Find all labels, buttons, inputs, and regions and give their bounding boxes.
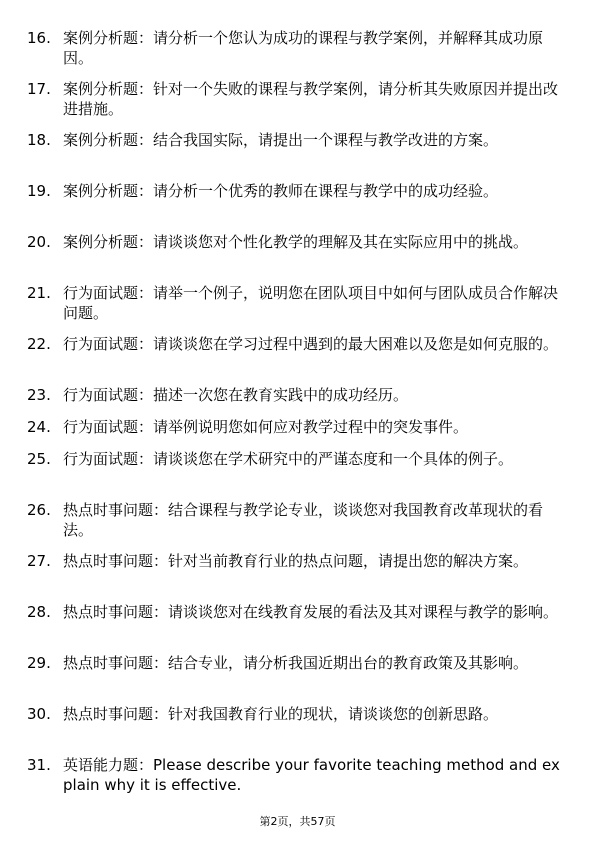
- question-text: 案例分析题：请分析一个优秀的教师在课程与教学中的成功经验。: [63, 182, 499, 200]
- question-item-30: [27, 704, 567, 755]
- question-text: 行为面试题：请谈谈您在学习过程中遇到的最大困难以及您是如何克服的。: [63, 335, 559, 353]
- question-item-16: [27, 28, 567, 79]
- page-footer: [0, 815, 595, 829]
- question-text: 行为面试题：请谈谈您在学术研究中的严谨态度和一个具体的例子。: [63, 450, 514, 468]
- question-item-26: [27, 500, 567, 551]
- question-text: 案例分析题：请谈谈您对个性化教学的理解及其在实际应用中的挑战。: [63, 233, 529, 251]
- question-number: 31.: [27, 756, 51, 774]
- question-number: 16.: [27, 29, 51, 47]
- question-number: 26.: [27, 501, 51, 519]
- question-number: 17.: [27, 80, 51, 98]
- question-item-24: [27, 417, 567, 449]
- question-item-31: [27, 755, 567, 806]
- question-list: [27, 28, 567, 806]
- question-number: 22.: [27, 335, 51, 353]
- question-item-22: [27, 334, 567, 385]
- question-item-23: [27, 385, 567, 417]
- question-item-20: [27, 232, 567, 283]
- question-text: 案例分析题：结合我国实际，请提出一个课程与教学改进的方案。: [63, 131, 499, 149]
- question-number: 21.: [27, 284, 51, 302]
- question-number: 18.: [27, 131, 51, 149]
- question-text: 热点时事问题：请谈谈您对在线教育发展的看法及其对课程与教学的影响。: [63, 603, 559, 621]
- page-number-label: 第2页，共57页: [259, 815, 336, 828]
- question-item-21: [27, 283, 567, 334]
- question-number: 28.: [27, 603, 51, 621]
- question-number: 24.: [27, 418, 51, 436]
- question-text: 案例分析题：针对一个失败的课程与教学案例，请分析其失败原因并提出改进措施。: [63, 80, 559, 118]
- question-text: 案例分析题：请分析一个您认为成功的课程与教学案例，并解释其成功原因。: [63, 29, 544, 67]
- question-item-29: [27, 653, 567, 704]
- question-item-18: [27, 130, 567, 181]
- question-number: 30.: [27, 705, 51, 723]
- question-number: 27.: [27, 552, 51, 570]
- question-item-19: [27, 181, 567, 232]
- question-text: 行为面试题：请举一个例子，说明您在团队项目中如何与团队成员合作解决问题。: [63, 284, 559, 322]
- question-text: 热点时事问题：针对当前教育行业的热点问题，请提出您的解决方案。: [63, 552, 529, 570]
- question-item-27: [27, 551, 567, 602]
- question-text: 英语能力题：Please describe your favorite teaching method and explain why it is effective.: [63, 756, 560, 794]
- question-number: 29.: [27, 654, 51, 672]
- question-text: 热点时事问题：针对我国教育行业的现状，请谈谈您的创新思路。: [63, 705, 499, 723]
- question-item-25: [27, 449, 567, 500]
- question-text: 行为面试题：请举例说明您如何应对教学过程中的突发事件。: [63, 418, 469, 436]
- question-text: 行为面试题：描述一次您在教育实践中的成功经历。: [63, 386, 409, 404]
- question-number: 25.: [27, 450, 51, 468]
- question-text: 热点时事问题：结合课程与教学论专业，谈谈您对我国教育改革现状的看法。: [63, 501, 544, 539]
- question-number: 23.: [27, 386, 51, 404]
- question-number: 19.: [27, 182, 51, 200]
- question-item-17: [27, 79, 567, 130]
- question-item-28: [27, 602, 567, 653]
- question-text: 热点时事问题：结合专业，请分析我国近期出台的教育政策及其影响。: [63, 654, 529, 672]
- question-number: 20.: [27, 233, 51, 251]
